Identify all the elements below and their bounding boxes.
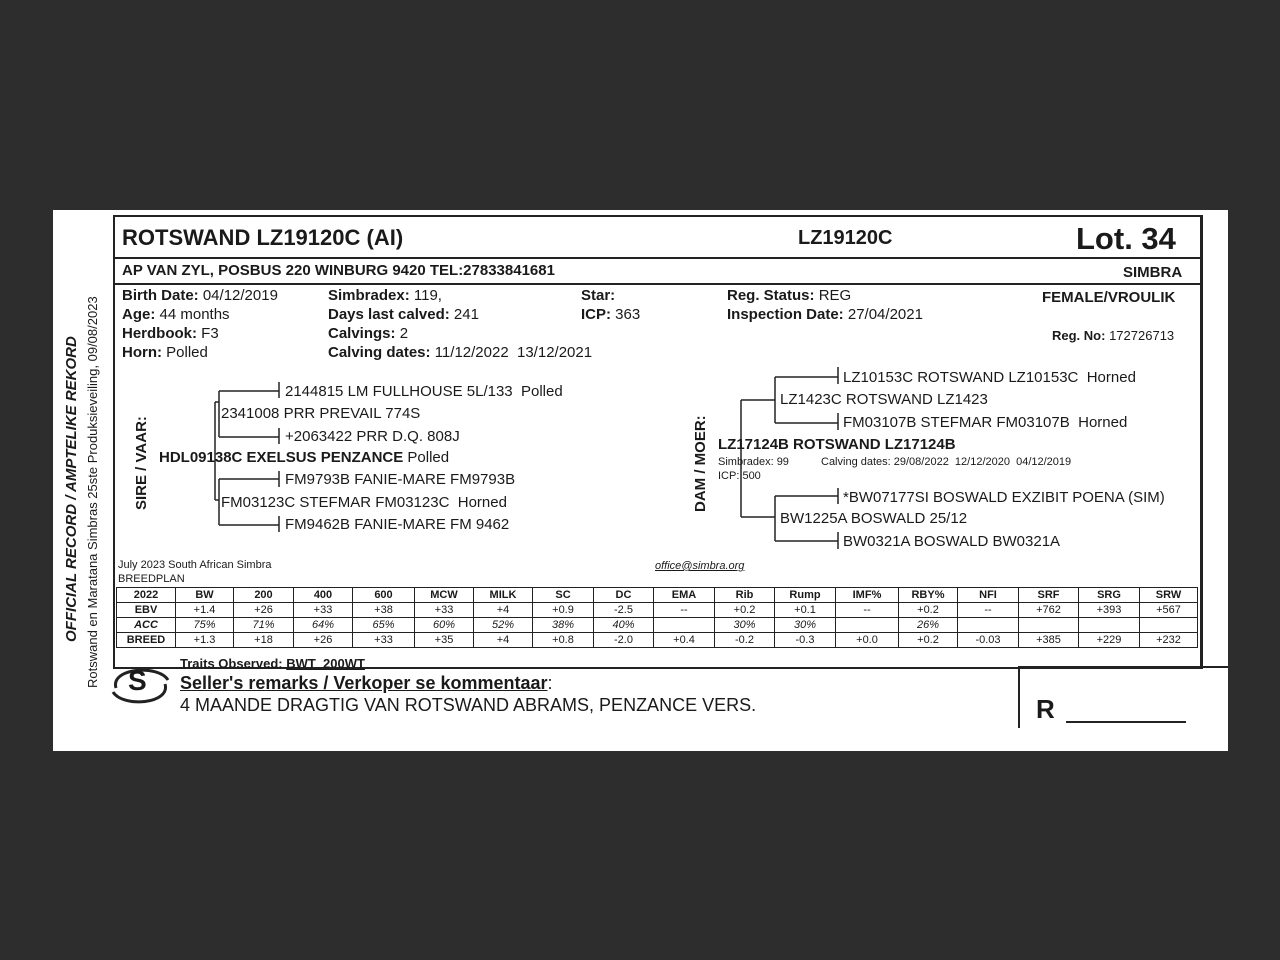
ebv-cell — [958, 618, 1019, 633]
ebv-cell: +18 — [234, 633, 294, 648]
ebv-cell: 52% — [474, 618, 533, 633]
reg-status-value: REG — [818, 287, 852, 304]
ebv-cell: +4 — [474, 603, 533, 618]
ebv-cell: -- — [958, 603, 1019, 618]
table-header-row — [117, 588, 1198, 603]
sire-name-value: HDL09138C EXELSUS PENZANCE — [159, 449, 404, 466]
dam-simbradex: Simbradex: 99 — [718, 456, 789, 468]
ebv-cell: +33 — [415, 603, 474, 618]
sire-dam-horn: Horned — [457, 494, 507, 511]
age-label: Age: — [122, 306, 156, 323]
ebv-cell: SRG — [1079, 588, 1140, 603]
herdbook-label: Herdbook: — [122, 325, 197, 342]
ebv-cell: MCW — [415, 588, 474, 603]
ebv-cell: +33 — [294, 603, 353, 618]
traits-label: Traits Observed: — [180, 656, 283, 671]
birth-date-value: 04/12/2019 — [202, 287, 278, 304]
sire-sire-sire-horn: Polled — [520, 383, 563, 400]
ebv-cell: +762 — [1019, 603, 1079, 618]
ebv-cell: 200 — [234, 588, 294, 603]
sex: FEMALE/VROULIK — [1042, 289, 1176, 306]
dam-icp: ICP: 500 — [718, 470, 761, 482]
herdbook-value: F3 — [201, 325, 219, 342]
reg-no-value: 172726713 — [1109, 328, 1175, 343]
dam-calving-dates: Calving dates: 29/08/2022 12/12/2020 04/12/2019 — [821, 456, 1072, 468]
ebv-row — [117, 603, 1198, 618]
star-label: Star: — [581, 287, 616, 304]
ebv-cell: NFI — [958, 588, 1019, 603]
ebv-cell: -0.03 — [958, 633, 1019, 648]
sire-sire-dam: +2063422 PRR D.Q. 808J — [285, 428, 460, 445]
ebv-cell: -0.3 — [775, 633, 836, 648]
inspection-label: Inspection Date: — [727, 306, 844, 323]
ebv-cell: +26 — [294, 633, 353, 648]
ebv-cell: +0.2 — [899, 633, 958, 648]
dam-sire-sire — [843, 369, 1136, 386]
ebv-cell: -- — [836, 603, 899, 618]
icp-label: ICP: — [581, 306, 611, 323]
remarks-label: Seller's remarks / Verkoper se kommentaar — [180, 673, 548, 693]
ebv-cell: 71% — [234, 618, 294, 633]
ebv-cell: +567 — [1140, 603, 1198, 618]
seller-remarks: 4 MAANDE DRAGTIG VAN ROTSWAND ABRAMS, PENZANCE VERS. — [180, 695, 757, 715]
dam-sire-sire-name: LZ10153C ROTSWAND LZ10153C — [843, 369, 1079, 386]
ebv-cell: 600 — [353, 588, 415, 603]
ebv-cell: 40% — [594, 618, 654, 633]
animal-id-code: LZ19120C — [798, 227, 893, 249]
sire-sire-sire-name: 2144815 LM FULLHOUSE 5L/133 — [285, 383, 513, 400]
ebv-cell — [654, 618, 715, 633]
dam-sire: LZ1423C ROTSWAND LZ1423 — [780, 391, 988, 408]
ebv-cell: +1.4 — [176, 603, 234, 618]
remarks-colon: : — [547, 673, 553, 693]
ebv-cell: 400 — [294, 588, 353, 603]
row-header-cell: BREED — [117, 633, 176, 648]
ebv-cell — [836, 618, 899, 633]
sire-dam-sire: FM9793B FANIE-MARE FM9793B — [285, 471, 516, 488]
sire-dam-name: FM03123C STEFMAR FM03123C — [221, 494, 450, 511]
age-value: 44 months — [159, 306, 230, 323]
ebv-cell: +385 — [1019, 633, 1079, 648]
ebv-cell: -2.5 — [594, 603, 654, 618]
simbradex-value: 119, — [413, 287, 442, 304]
row-header-cell: EBV — [117, 603, 176, 618]
ebv-cell — [1079, 618, 1140, 633]
inspection-value: 27/04/2021 — [847, 306, 923, 323]
ebv-cell: -- — [654, 603, 715, 618]
ebv-cell — [1140, 618, 1198, 633]
ebv-cell: DC — [594, 588, 654, 603]
sire-dam-dam: FM9462B FANIE-MARE FM 9462 — [285, 516, 510, 533]
horn-value: Polled — [166, 344, 208, 361]
ebv-cell: 26% — [899, 618, 958, 633]
ebv-cell: +26 — [234, 603, 294, 618]
dam-sire-dam-name: FM03107B STEFMAR FM03107B — [843, 414, 1070, 431]
days-label: Days last calved: — [328, 306, 450, 323]
ebv-cell: +0.0 — [836, 633, 899, 648]
traits-observed — [180, 656, 365, 671]
dam-sire-dam — [843, 414, 1127, 431]
ebv-cell: 75% — [176, 618, 234, 633]
animal-name: ROTSWAND LZ19120C (AI) — [122, 225, 404, 250]
r-box-divider — [1018, 666, 1020, 728]
ebv-cell: +0.4 — [654, 633, 715, 648]
reg-no-label: Reg. No: — [1052, 328, 1106, 343]
ebv-cell: 38% — [533, 618, 594, 633]
sire-sire-sire — [285, 383, 563, 400]
breed-name: SIMBRA — [1123, 264, 1183, 281]
sale-name-label: Rotswand en Maratana Simbras 25ste Produksieveiling, 09/08/2023 — [85, 296, 100, 688]
sire-name — [159, 449, 449, 466]
official-record-label: OFFICIAL RECORD / AMPTELIKE REKORD — [63, 336, 80, 642]
ebv-cell: 64% — [294, 618, 353, 633]
ebv-cell: +0.2 — [899, 603, 958, 618]
acc-row — [117, 618, 1198, 633]
ebv-cell: Rib — [715, 588, 775, 603]
ebv-cell: +232 — [1140, 633, 1198, 648]
sire-horn: Polled — [407, 449, 450, 466]
calvings-value: 2 — [399, 325, 409, 342]
traits-value: BWT 200WT — [286, 656, 365, 671]
ebv-cell: +229 — [1079, 633, 1140, 648]
dam-dam: BW1225A BOSWALD 25/12 — [780, 510, 968, 527]
ebv-cell: +33 — [353, 633, 415, 648]
ebv-cell: +393 — [1079, 603, 1140, 618]
ebv-cell: +1.3 — [176, 633, 234, 648]
dam-side-label: DAM / MOER: — [692, 415, 709, 512]
breeder-info: AP VAN ZYL, POSBUS 220 WINBURG 9420 TEL:27833841681 — [122, 262, 555, 279]
r-signature-line[interactable] — [1066, 721, 1186, 723]
ebv-cell: RBY% — [899, 588, 958, 603]
lot-card — [53, 210, 1228, 751]
ebv-cell: +38 — [353, 603, 415, 618]
ebv-cell: -2.0 — [594, 633, 654, 648]
dam-dam-dam: BW0321A BOSWALD BW0321A — [843, 533, 1061, 550]
ebv-cell: +0.8 — [533, 633, 594, 648]
dam-sire-dam-horn: Horned — [1078, 414, 1128, 431]
days-value: 241 — [453, 306, 479, 323]
ebv-cell: Rump — [775, 588, 836, 603]
ebv-cell: 30% — [775, 618, 836, 633]
breedplan-label: BREEDPLAN — [118, 573, 185, 585]
dam-dam-sire: *BW07177SI BOSWALD EXZIBIT POENA (SIM) — [843, 489, 1165, 506]
ebv-cell: SC — [533, 588, 594, 603]
sire-dam — [221, 494, 507, 511]
ebv-cell: +0.9 — [533, 603, 594, 618]
breedplan-source: July 2023 South African Simbra — [118, 559, 272, 571]
office-email[interactable]: office@simbra.org — [655, 560, 745, 572]
ebv-cell: 65% — [353, 618, 415, 633]
sire-side-label: SIRE / VAAR: — [133, 416, 150, 510]
sire-sire: 2341008 PRR PREVAIL 774S — [221, 405, 421, 422]
r-label: R — [1036, 694, 1055, 724]
reg-status-label: Reg. Status: — [727, 287, 815, 304]
ebv-cell: +0.2 — [715, 603, 775, 618]
ebv-cell: 60% — [415, 618, 474, 633]
ebv-cell: -0.2 — [715, 633, 775, 648]
birth-date-label: Birth Date: — [122, 287, 199, 304]
ebv-cell: SRF — [1019, 588, 1079, 603]
row-header-cell: ACC — [117, 618, 176, 633]
ebv-cell: MILK — [474, 588, 533, 603]
breed-row — [117, 633, 1198, 648]
dam-sire-sire-horn: Horned — [1086, 369, 1136, 386]
ebv-table — [116, 587, 1198, 648]
horn-label: Horn: — [122, 344, 162, 361]
dam-name: LZ17124B ROTSWAND LZ17124B — [718, 436, 956, 453]
ebv-cell: +0.1 — [775, 603, 836, 618]
logo-letter: S — [128, 665, 147, 696]
lot-number: Lot. 34 — [1076, 221, 1176, 256]
ebv-cell — [1019, 618, 1079, 633]
seller-remarks-heading — [180, 673, 553, 694]
icp-value: 363 — [615, 306, 641, 323]
ebv-cell: IMF% — [836, 588, 899, 603]
ebv-cell: EMA — [654, 588, 715, 603]
calvings-label: Calvings: — [328, 325, 396, 342]
row-header-cell: 2022 — [117, 588, 176, 603]
ebv-cell: +35 — [415, 633, 474, 648]
calving-dates-value: 11/12/2022 13/12/2021 — [434, 344, 593, 361]
r-box-top — [1018, 666, 1228, 668]
ebv-cell: 30% — [715, 618, 775, 633]
ebv-cell: SRW — [1140, 588, 1198, 603]
simbradex-label: Simbradex: — [328, 287, 410, 304]
ebv-cell: +4 — [474, 633, 533, 648]
ebv-cell: BW — [176, 588, 234, 603]
calving-dates-label: Calving dates: — [328, 344, 431, 361]
